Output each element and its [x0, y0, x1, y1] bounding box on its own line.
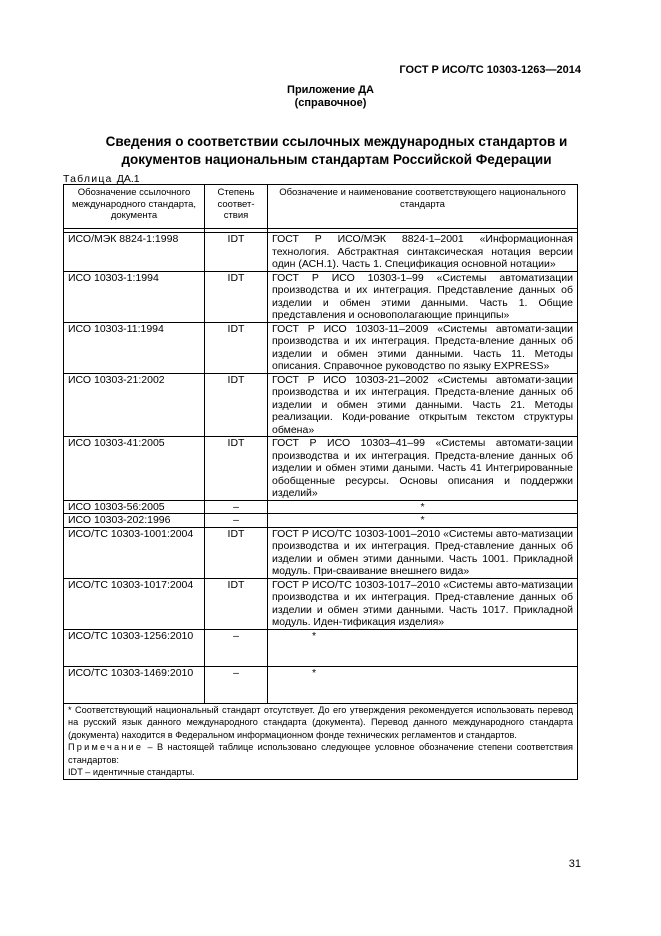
table-header-row	[64, 185, 578, 229]
national-standard-cell: ГОСТ Р ИСО/МЭК 8824-1–2001 «Информационная технология. Абстрактная синтаксическая нотация версии один (АСН.1). Часть 1. Спецификация основной нотации»	[268, 233, 578, 272]
table-row	[64, 271, 578, 322]
appendix-subtitle: (справочное)	[294, 97, 367, 109]
degree-cell: –	[205, 629, 268, 666]
reference-cell: ИСО 10303-1:1994	[64, 271, 205, 322]
table-row	[64, 500, 578, 514]
national-standard-cell: *	[268, 500, 578, 514]
degree-cell: IDT	[205, 233, 268, 272]
reference-cell: ИСО/ТС 10303-1001:2004	[64, 527, 205, 578]
table-row	[64, 666, 578, 703]
degree-cell: IDT	[205, 527, 268, 578]
degree-cell: IDT	[205, 373, 268, 437]
national-standard-cell: ГОСТ Р ИСО 10303–41–99 «Системы автомати-зации производства и их интеграция. Предста-вление данных об изделии и обмен этими даными. Часть 41 Интегрированные обобщенные ресурсы. Основы описания и поддержки изделий»	[268, 437, 578, 501]
page-number: 31	[568, 858, 581, 870]
table-label-number: ДА.1	[116, 173, 140, 185]
table-row	[64, 629, 578, 666]
reference-cell: ИСО/ТС 10303-1017:2004	[64, 578, 205, 629]
column-header-reference: Обозначение ссылочного международного стандарта, документа	[64, 185, 205, 229]
note-text: – В настоящей таблице использовано следующее условное обозначение степени соответствия стандартов:	[68, 742, 573, 765]
section-title-line-1: Сведения о соответствии ссылочных международных стандартов и	[105, 134, 568, 149]
reference-cell: ИСО 10303-56:2005	[64, 500, 205, 514]
national-standard-cell: ГОСТ Р ИСО 10303-21–2002 «Системы автомати-зации производства и их интеграция. Предста-вление данных об изделии и обмен этими данными. Часть 21. Методы реализации. Коди-рование открытым текстом структуры обмена»	[268, 373, 578, 437]
table-label-word: Таблица	[63, 173, 113, 185]
table-footnote	[64, 703, 578, 779]
national-standard-cell: *	[268, 629, 578, 666]
table-row	[64, 578, 578, 629]
reference-cell: ИСО/ТС 10303-1469:2010	[64, 666, 205, 703]
table-row	[64, 514, 578, 528]
national-standard-cell: ГОСТ Р ИСО/ТС 10303-1001–2010 «Системы авто-матизации производства и их интеграция. Пред-ставление данных об изделии и обмен этими данными. Часть 1001. Прикладной модуль. При-сваивание внешнего вида»	[268, 527, 578, 578]
footnote-star: * Соответствующий национальный стандарт отсутствует. До его утверждения рекомендуется использовать перевод на русский язык данного международного стандарта (документа). Перевод данного международного стандарта (документа) находится в Федеральном информационном фонде технических регламентов и стандартов.	[68, 704, 573, 740]
table-footnote-row	[64, 703, 578, 779]
table-row	[64, 322, 578, 373]
section-title-line-2: документов национальным стандартам Российской Федерации	[121, 152, 552, 167]
appendix-title: Приложение ДА	[287, 84, 374, 96]
degree-cell: IDT	[205, 322, 268, 373]
section-title	[60, 133, 613, 169]
document-code: ГОСТ Р ИСО/ТС 10303-1263—2014	[399, 64, 581, 76]
national-standard-cell: ГОСТ Р ИСО/ТС 10303-1017–2010 «Системы авто-матизации производства и их интеграция. Пред-ставление данных об изделии и обмен этими данными. Часть 1017. Прикладной модуль. Иден-тификация изделия»	[268, 578, 578, 629]
national-standard-cell: *	[268, 514, 578, 528]
appendix-heading	[0, 84, 661, 110]
note-label: Примечание	[68, 742, 144, 752]
reference-cell: ИСО 10303-21:2002	[64, 373, 205, 437]
national-standard-cell: ГОСТ Р ИСО 10303-1–99 «Системы автоматизации производства и их интеграция. Представление данных об изделии и обмен этими данными. Часть 1. Общие представления и основополагающие принципы»	[268, 271, 578, 322]
reference-cell: ИСО 10303-202:1996	[64, 514, 205, 528]
column-header-national: Обозначение и наименование соответствующего национального стандарта	[268, 185, 578, 229]
table-row	[64, 437, 578, 501]
national-standard-cell: *	[268, 666, 578, 703]
reference-cell: ИСО 10303-41:2005	[64, 437, 205, 501]
degree-cell: –	[205, 500, 268, 514]
national-standard-cell: ГОСТ Р ИСО 10303-11–2009 «Системы автомати-зации производства и их интеграция. Предста-вление данных об изделии и обмен этими данными. Часть 11. Методы описания. Справочное руководство по языку EXPRESS»	[268, 322, 578, 373]
degree-cell: –	[205, 514, 268, 528]
footnote-note	[68, 741, 573, 766]
reference-cell: ИСО/ТС 10303-1256:2010	[64, 629, 205, 666]
table-row	[64, 527, 578, 578]
footnote-idt: IDT – идентичные стандарты.	[68, 767, 195, 777]
degree-cell: IDT	[205, 578, 268, 629]
table-row	[64, 373, 578, 437]
degree-cell: IDT	[205, 437, 268, 501]
column-header-degree: Степень соответ-ствия	[205, 185, 268, 229]
reference-cell: ИСО 10303-11:1994	[64, 322, 205, 373]
correspondence-table	[63, 184, 578, 780]
degree-cell: –	[205, 666, 268, 703]
reference-cell: ИСО/МЭК 8824-1:1998	[64, 233, 205, 272]
degree-cell: IDT	[205, 271, 268, 322]
table-row	[64, 233, 578, 272]
